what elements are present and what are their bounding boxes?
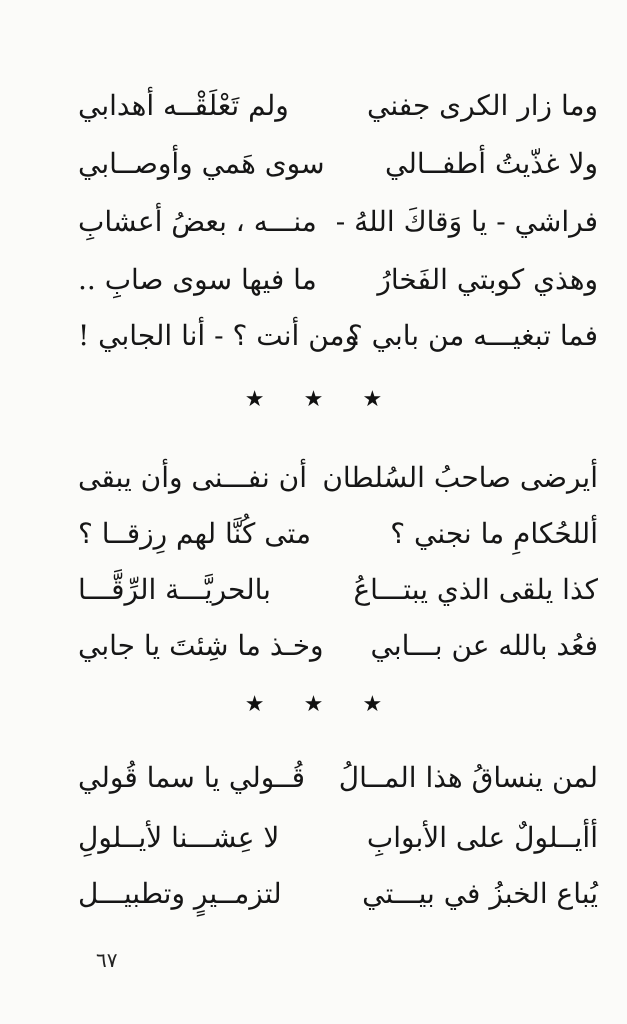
star-icon: ★ [303,387,324,412]
star-icon: ★ [303,692,324,717]
verse-first-hemistich: أللحُكامِ ما نجني ؟ [390,517,598,550]
verse-line [78,194,598,250]
verse-second-hemistich: ما فيها سوى صابِ .. [78,263,317,296]
verse-second-hemistich: ومن أنت ؟ - أنا الجابي ! [78,319,359,352]
verse-second-hemistich: أن نفـــنى وأن يبقى [78,461,308,494]
verse-first-hemistich: يُباع الخبزُ في بيـــتي [362,877,598,910]
verse-second-hemistich: قُــولي يا سما قُولي [78,761,306,794]
verse-line [78,136,598,192]
star-icon: ★ [244,387,265,412]
verse-second-hemistich: لتزمــيرٍ وتطبيـــل [78,877,282,910]
verse-second-hemistich: سوى هَمي وأوصــابي [78,147,325,180]
verse-second-hemistich: منـــه ، بعضُ أعشابِ [78,205,317,238]
verse-first-hemistich: كذا يلقى الذي يبتـــاعُ [353,573,598,606]
verse-second-hemistich: لا عِشـــنا لأيــلولِ [78,821,280,854]
verse-first-hemistich: وما زار الكرى جفني [367,89,598,122]
verse-line [78,562,598,618]
verse-first-hemistich: فما تبغيـــه من بابي ؟ [347,319,598,352]
verse-line [78,252,598,308]
stanza-separator [0,385,627,415]
verse-second-hemistich: متى كُنَّا لهم رِزقــا ؟ [78,517,311,550]
verse-first-hemistich: وهذي كوبتي الفَخارُ [377,263,598,296]
star-icon: ★ [362,692,383,717]
verse-second-hemistich: ولم تَعْلَقْــه أهدابي [78,89,289,122]
page-number: ٦٧ [96,948,118,972]
verse-first-hemistich: لمن ينساقُ هذا المــالُ [338,761,598,794]
verse-line [78,78,598,134]
verse-line [78,810,598,866]
star-icon: ★ [362,387,383,412]
verse-first-hemistich: فراشي - يا وَقاكَ اللهُ - [335,205,598,238]
stanza-separator [0,690,627,720]
verse-line [78,450,598,506]
verse-line [78,506,598,562]
verse-first-hemistich: فعُد بالله عن بـــابي [370,629,598,662]
verse-line [78,866,598,922]
verse-second-hemistich: بالحريَّـــة الرِّقَّـــا [78,573,271,606]
verse-line [78,618,598,674]
star-icon: ★ [244,692,265,717]
verse-first-hemistich: ولا غذّيتُ أطفــالي [385,147,598,180]
verse-second-hemistich: وخـذ ما شِئتَ يا جابي [78,629,324,662]
verse-first-hemistich: أيرضى صاحبُ السُلطان [322,461,598,494]
verse-line [78,308,598,364]
verse-line [78,750,598,806]
verse-first-hemistich: أأيــلولٌ على الأبوابِ [366,821,598,854]
